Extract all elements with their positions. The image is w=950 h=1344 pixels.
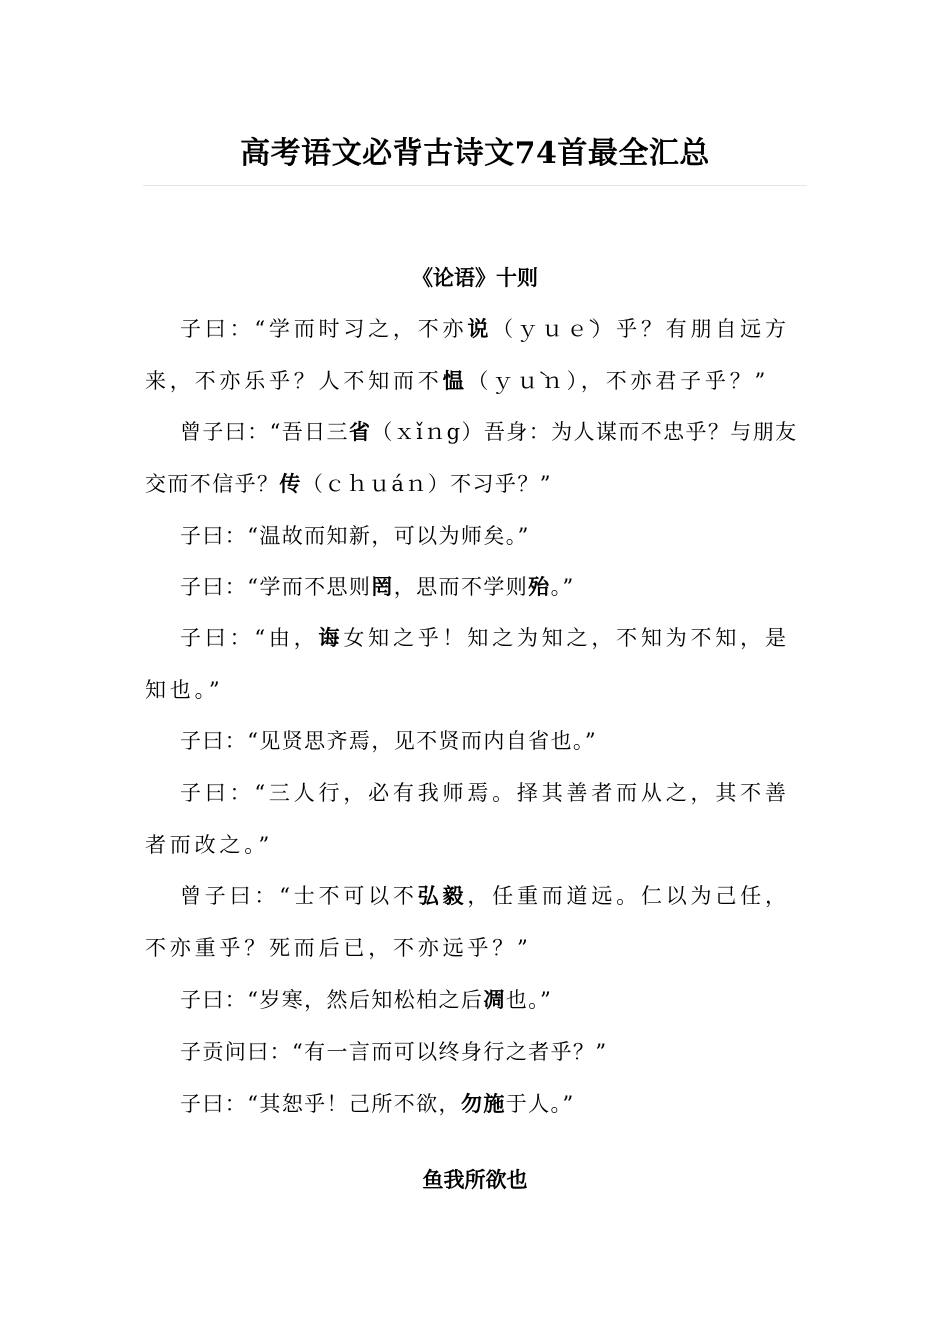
paragraph <box>145 303 807 407</box>
document-title: 高考语文必背古诗文74首最全汇总 <box>240 136 710 171</box>
text-run: 子曰：“学而时习之，不亦 <box>180 317 468 341</box>
paragraph <box>145 1078 807 1130</box>
text-run: 女知之乎！知之为知之，不知为不知，是知也。” <box>145 626 790 702</box>
paragraph <box>145 406 807 510</box>
section-heading-yuwosuoyuye: 鱼我所欲也 <box>422 1167 528 1192</box>
text-run: （ｙｕ̀ｎ），不亦君子乎？” <box>467 369 770 393</box>
text-run: 。” <box>550 575 575 599</box>
paragraph <box>145 974 807 1026</box>
text-run: ，思而不学则 <box>393 575 529 599</box>
paragraph <box>145 612 807 716</box>
text-run: （ｃｈｕáｎ）不习乎？” <box>301 472 552 496</box>
bold-keyword: 说 <box>467 316 493 341</box>
text-run: 子曰：“三人行，必有我师焉。择其善者而从之，其不善者而改之。” <box>145 781 790 857</box>
bold-keyword: 殆 <box>528 574 551 599</box>
text-run: 于人。” <box>505 1092 575 1116</box>
bold-keyword: 勿施 <box>460 1091 506 1116</box>
paragraph <box>145 767 807 871</box>
paragraph <box>145 1026 807 1078</box>
text-run: 子曰：“学而不思则 <box>180 575 372 599</box>
bold-keyword: 诲 <box>318 625 344 650</box>
text-run: 子曰：“温故而知新，可以为师矣。” <box>180 524 530 548</box>
text-run: （ｙｕｅ̀）乎？有朋自远方来，不亦乐乎？人不知而不 <box>145 317 790 393</box>
section-heading-lunyu: 《论语》十则 <box>412 265 538 290</box>
text-run: 子贡问曰：“有一言而可以终身行之者乎？” <box>180 1040 608 1064</box>
text-run: ，任重而道远。仁以为己任，不亦重乎？死而后已，不亦远乎？” <box>145 884 790 960</box>
text-run: （ｘǐｎg）吾身：为人谋而不忠乎？与朋友交而不信乎？ <box>145 420 798 496</box>
text-run: 子曰：“见贤思齐焉，见不贤而内自省也。” <box>180 729 597 753</box>
paragraph <box>145 715 807 767</box>
bold-keyword: 传 <box>279 471 302 496</box>
paragraph <box>145 870 807 974</box>
text-run: 子曰：“岁寒，然后知松柏之后 <box>180 988 484 1012</box>
paragraph <box>145 510 807 562</box>
bold-keyword: 罔 <box>371 574 394 599</box>
bold-keyword: 弘毅 <box>417 883 468 908</box>
bold-keyword: 凋 <box>483 987 506 1012</box>
text-run: 也。” <box>505 988 553 1012</box>
text-run: 子曰：“其恕乎！己所不欲， <box>180 1092 461 1116</box>
title-divider <box>143 185 807 186</box>
text-run: 曾子曰：“士不可以不 <box>180 884 418 908</box>
text-run: 曾子曰：“吾日三 <box>180 420 349 444</box>
bold-keyword: 省 <box>348 419 372 444</box>
text-run: 子曰：“由， <box>180 626 319 650</box>
paragraph <box>145 561 807 613</box>
bold-keyword: 愠 <box>442 368 468 393</box>
